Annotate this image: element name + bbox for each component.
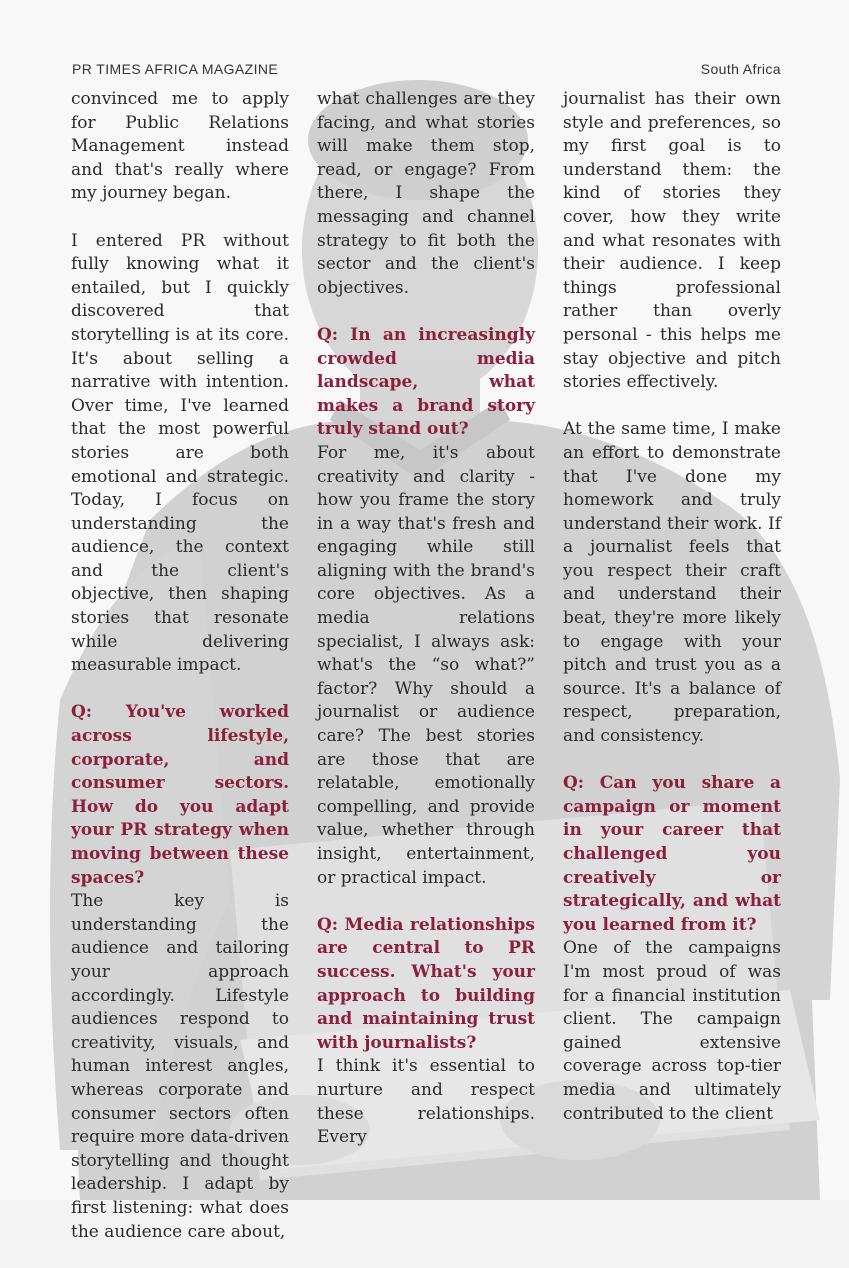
interview-answer: I think it's essential to nurture and respect these relationships. Every	[317, 1056, 535, 1148]
region-label: South Africa	[700, 61, 781, 77]
body-paragraph: journalist has their own style and preferences, so my first goal is to understand them: the kind of stories they cover, how they write and what resonates with their audience. I keep things professional rather than overly personal - this helps me stay objective and pitch stories effectively.	[563, 89, 781, 393]
body-paragraph: I entered PR without fully knowing what it entailed, but I quickly discovered that storytelling is at its core. It's about selling a narrative with intention. Over time, I've learned that the most powerful stories are both emotional and strategic. Today, I focus on understanding the audience, the context and the client's objective, then shaping stories that resonate while delivering measurable impact.	[71, 230, 289, 676]
text-column-3	[563, 88, 781, 1150]
interview-question: Q: In an increasingly crowded media landscape, what makes a brand story truly stand out?	[317, 324, 535, 440]
interview-answer: For me, it's about creativity and clarity - how you frame the story in a way that's fresh and engaging while still aligning with the brand's core objectives. As a media relations specialist, I always ask: what's the “so what?” factor? Why should a journalist or audience care? The best stories are those that are relatable, emotionally compelling, and provide value, whether through insight, entertainment, or practical impact.	[317, 442, 535, 888]
body-paragraph: At the same time, I make an effort to demonstrate that I've done my homework and truly understand their work. If a journalist feels that you respect their craft and understand their beat, they're more likely to engage with your pitch and trust you as a source. It's a balance of respect, preparation, and consistency.	[563, 419, 781, 747]
text-column-2	[317, 88, 535, 1173]
body-paragraph: convinced me to apply for Public Relations Management instead and that's really where my journey began.	[71, 89, 289, 204]
interview-answer: One of the campaigns I'm most proud of was for a financial institution client. The campaign gained extensive coverage across top-tier media and ultimately contributed to the client	[563, 938, 781, 1124]
interview-question: Q: Can you share a campaign or moment in your career that challenged you creatively or strategically, and what you learned from it?	[563, 773, 781, 935]
magazine-title: PR TIMES AFRICA MAGAZINE	[72, 61, 279, 77]
interview-question: Q: Media relationships are central to PR success. What's your approach to building and maintaining trust with journalists?	[317, 914, 535, 1053]
text-column-1	[71, 88, 289, 1268]
interview-answer: The key is understanding the audience and tailoring your approach accordingly. Lifestyle audiences respond to creativity, visuals, and human interest angles, whereas corporate and consumer sectors often require more data-driven storytelling and thought leadership. I adapt by first listening: what does the audience care about,	[71, 891, 289, 1242]
body-paragraph: what challenges are they facing, and what stories will make them stop, read, or engage? From there, I shape the messaging and channel strategy to fit both the sector and the client's objectives.	[317, 89, 535, 298]
interview-question: Q: You've worked across lifestyle, corporate, and consumer sectors. How do you adapt your PR strategy when moving between these spaces?	[71, 702, 289, 888]
